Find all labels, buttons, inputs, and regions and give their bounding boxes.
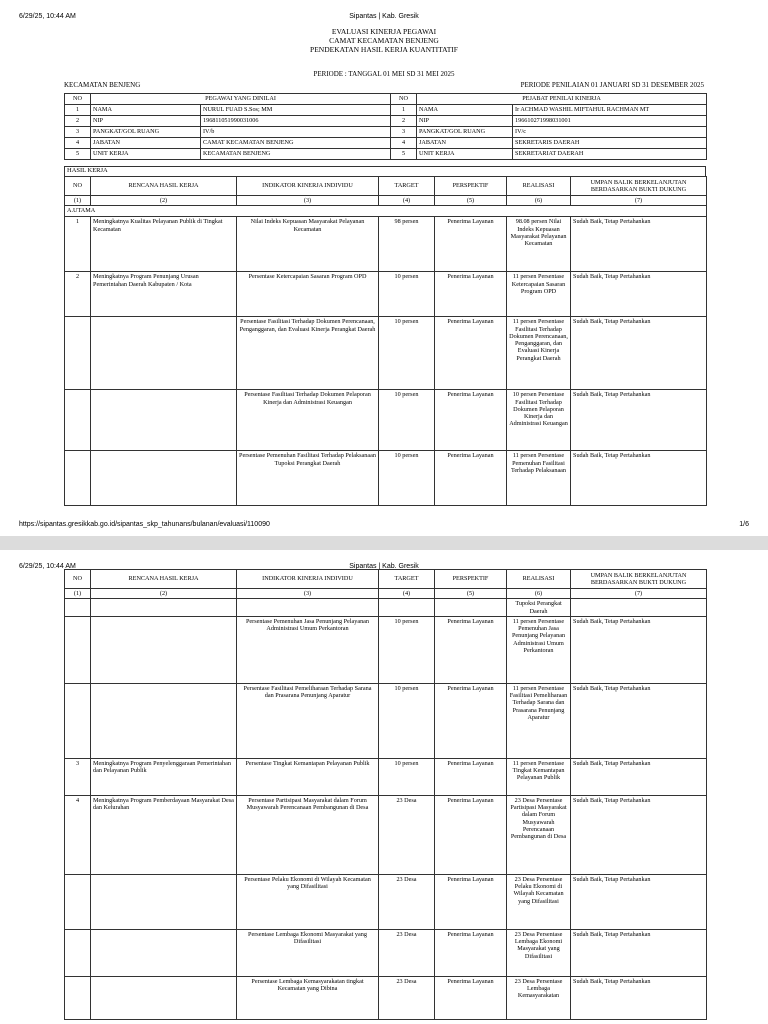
cell-rencana [91,683,237,758]
col-num: (2) [91,196,237,206]
page-1-table-clip [64,176,714,516]
cell-umpan-balik: Sudah Baik, Tetap Pertahankan [571,758,707,795]
cell-perspektif: Penerima Layanan [435,390,507,451]
cell-target: 10 persen [379,616,435,683]
cell-umpan-balik: Sudah Baik, Tetap Pertahankan [571,795,707,874]
cell-indikator: Persentase Fasilitasi Pemeliharaan Terhadap Sarana dan Prasarana Penunjang Aparatur [237,683,379,758]
cell-perspektif: Penerima Layanan [435,795,507,874]
section-row [65,206,707,217]
document-title [0,27,768,54]
cell-realisasi: 11 persen Persentase Fasilitasi Terhadap Dokumen Perencanaan, Penganggaran, dan Evaluasi Kinerja Perangkat Daerah [507,317,571,390]
cell-rencana [91,874,237,929]
info-label: UNIT KERJA [417,149,513,160]
info-pegawai-value: NURUL FUAD S.Sos; MM [201,105,391,116]
cell-target: 23 Desa [379,874,435,929]
kinerja-table-page-1 [64,176,707,506]
cell-no [65,599,91,617]
info-label: NAMA [417,105,513,116]
cell-indikator: Persentase Fasilitasi Terhadap Dokumen Perencanaan, Penganggaran, dan Evaluasi Kinerja Perangkat Daerah [237,317,379,390]
continuation-row [65,599,707,617]
cell-target: 23 Desa [379,976,435,1019]
cell-perspektif: Penerima Layanan [435,874,507,929]
col-umpan-balik: UMPAN BALIK BERKELANJUTAN BERDASARKAN BUKTI DUKUNG [571,570,707,589]
cell-no [65,390,91,451]
cell-realisasi: 10 persen Persentase Fasilitasi Terhadap Dokumen Pelaporan Kinerja dan Administrasi Keuangan [507,390,571,451]
info-no: 2 [391,116,417,127]
cell-indikator [237,599,379,617]
cell-no [65,683,91,758]
cell-indikator: Persentase Pelaku Ekonomi di Wilayah Kecamatan yang Difasilitasi [237,874,379,929]
cell-no [65,976,91,1019]
col-num: (5) [435,589,507,599]
info-pegawai-value: KECAMATAN BENJENG [201,149,391,160]
pejabat-header: PEJABAT PENILAI KINERJA [417,94,707,105]
info-label: NIP [417,116,513,127]
cell-no: 1 [65,217,91,272]
info-pejabat-value: SEKRETARIS DAERAH [513,138,707,149]
cell-realisasi: 11 persen Persentase Pemenuhan Fasilitasi Terhadap Pelaksanaan [507,451,571,506]
table-row [65,795,707,874]
site-title: Sipantas | Kab. Gresik [349,563,419,570]
cell-rencana: Meningkatnya Program Penyelenggaraan Pemerintahan dan Pelayanan Publik [91,758,237,795]
cell-no [65,929,91,976]
info-rows [65,105,707,160]
employee-info-table [64,93,707,160]
cell-realisasi: 11 persen Persentase Fasilitasi Pemeliharaan Terhadap Sarana dan Prasarana Penunjang Aparatur [507,683,571,758]
col-num: (7) [571,196,707,206]
col-rencana: RENCANA HASIL KERJA [91,570,237,589]
info-no: 5 [391,149,417,160]
col-umpan-balik: UMPAN BALIK BERKELANJUTAN BERDASARKAN BUKTI DUKUNG [571,177,707,196]
info-label: PANGKAT/GOL RUANG [417,127,513,138]
col-no: NO [65,570,91,589]
cell-no: 2 [65,272,91,317]
info-header-no: NO [65,94,91,105]
cell-umpan-balik: Sudah Baik, Tetap Pertahankan [571,976,707,1019]
col-num: (6) [507,589,571,599]
page-2-table-clip [64,569,714,1024]
info-no: 1 [65,105,91,116]
cell-indikator: Nilai Indeks Kepuasan Masyarakat Pelayanan Kecamatan [237,217,379,272]
table-row [65,874,707,929]
cell-no [65,616,91,683]
col-num: (5) [435,196,507,206]
kinerja-table-page-2 [64,569,707,1020]
title-line-1: EVALUASI KINERJA PEGAWAI [331,27,437,36]
info-label: JABATAN [91,138,201,149]
table-row [65,317,707,390]
info-label: NAMA [91,105,201,116]
title-line-2: CAMAT KECAMATAN BENJENG [329,36,439,45]
table-header-row [65,570,707,589]
col-indikator: INDIKATOR KINERJA INDIVIDU [237,177,379,196]
cell-target: 10 persen [379,758,435,795]
info-pejabat-value: 196610271998031001 [513,116,707,127]
info-no: 2 [65,116,91,127]
print-timestamp: 6/29/25, 10:44 AM [19,563,76,570]
info-no: 4 [65,138,91,149]
cell-indikator: Persentase Ketercapaian Sasaran Program OPD [237,272,379,317]
cell-realisasi: 23 Desa Persentase Lembaga Ekonomi Masyarakat yang Difasilitasi [507,929,571,976]
table-row [65,390,707,451]
cell-indikator: Persentase Partisipasi Masyarakat dalam Forum Musyawarah Perencanaan Pembangunan di Desa [237,795,379,874]
cell-perspektif: Penerima Layanan [435,317,507,390]
cell-umpan-balik: Sudah Baik, Tetap Pertahankan [571,874,707,929]
col-no: NO [65,177,91,196]
cell-rencana [91,976,237,1019]
pegawai-header: PEGAWAI YANG DINILAI [91,94,391,105]
hasil-kerja-label: HASIL KERJA [64,166,706,176]
cell-realisasi: 11 persen Persentase Pemenuhan Jasa Penunjang Pelayanan Administrasi Umum Perkantoran [507,616,571,683]
col-num: (3) [237,589,379,599]
info-row [65,127,707,138]
cell-indikator: Persentase Fasilitasi Terhadap Dokumen Pelaporan Kinerja dan Administrasi Keuangan [237,390,379,451]
info-no: 3 [65,127,91,138]
periode-penilaian-label: PERIODE PENILAIAN 01 JANUARI SD 31 DESEMBER 2025 [520,81,704,89]
info-pejabat-value: SEKRETARIAT DAERAH [513,149,707,160]
info-no: 4 [391,138,417,149]
info-no: 5 [65,149,91,160]
cell-target: 10 persen [379,272,435,317]
cell-realisasi: 98.08 persen Nilai Indeks Kepuasan Masyarakat Pelayanan Kecamatan [507,217,571,272]
page-url: https://sipantas.gresikkab.go.id/sipantas_skp_tahunans/bulanan/evaluasi/110090 [19,521,270,528]
col-num: (2) [91,589,237,599]
print-footer [19,521,749,531]
cell-no [65,874,91,929]
kecamatan-label: KECAMATAN BENJENG [64,81,141,89]
info-pejabat-value: Ir ACHMAD WASHIL MIFTAHUL RACHMAN MT [513,105,707,116]
cell-rencana: Meningkatnya Program Penunjang Urusan Pemerintahan Daerah Kabupaten / Kota [91,272,237,317]
table-row [65,217,707,272]
cell-perspektif: Penerima Layanan [435,929,507,976]
cell-rencana: Meningkatnya Program Pemberdayaan Masyarakat Desa dan Kelurahan [91,795,237,874]
info-pejabat-value: IV/c [513,127,707,138]
col-num: (3) [237,196,379,206]
page-2-rows [65,616,707,1019]
table-row [65,758,707,795]
periode-text: PERIODE : TANGGAL 01 MEI SD 31 MEI 2025 [313,70,455,78]
cell-umpan-balik: Sudah Baik, Tetap Pertahankan [571,616,707,683]
info-row [65,138,707,149]
cell-target: 10 persen [379,317,435,390]
cell-rencana [91,616,237,683]
cell-target: 23 Desa [379,795,435,874]
cell-target: 10 persen [379,451,435,506]
col-perspektif: PERSPEKTIF [435,177,507,196]
cell-umpan-balik: Sudah Baik, Tetap Pertahankan [571,390,707,451]
info-pegawai-value: CAMAT KECAMATAN BENJENG [201,138,391,149]
info-pegawai-value: 196811051990031006 [201,116,391,127]
cell-umpan-balik: Sudah Baik, Tetap Pertahankan [571,929,707,976]
col-num: (6) [507,196,571,206]
cell-indikator: Persentase Lembaga Kemasyarakatan tingkat Kecamatan yang Dibina [237,976,379,1019]
site-title: Sipantas | Kab. Gresik [349,13,419,20]
col-num: (1) [65,589,91,599]
cell-umpan-balik: Sudah Baik, Tetap Pertahankan [571,683,707,758]
cell-perspektif: Penerima Layanan [435,616,507,683]
section-utama: A.UTAMA [65,206,707,217]
info-label: PANGKAT/GOL RUANG [91,127,201,138]
cell-indikator: Persentase Pemenuhan Fasilitasi Terhadap Pelaksanaan Tupoksi Perangkat Daerah [237,451,379,506]
cell-target: 98 persen [379,217,435,272]
cell-target: 10 persen [379,683,435,758]
cell-realisasi-continued: Tupoksi Perangkat Daerah [507,599,571,617]
cell-target: 23 Desa [379,929,435,976]
info-label: JABATAN [417,138,513,149]
info-label: NIP [91,116,201,127]
cell-indikator: Persentase Lembaga Ekonomi Masyarakat yang Difasilitasi [237,929,379,976]
cell-realisasi: 23 Desa Persentase Lembaga Kemasyarakatan [507,976,571,1019]
cell-target [379,599,435,617]
cell-indikator: Persentase Pemenuhan Jasa Penunjang Pelayanan Administrasi Umum Perkantoran [237,616,379,683]
cell-realisasi: 11 persen Persentase Ketercapaian Sasaran Program OPD [507,272,571,317]
cell-rencana [91,317,237,390]
cell-rencana [91,390,237,451]
cell-rencana [91,451,237,506]
cell-no: 3 [65,758,91,795]
col-num: (4) [379,589,435,599]
cell-perspektif: Penerima Layanan [435,683,507,758]
info-label: UNIT KERJA [91,149,201,160]
cell-rencana [91,929,237,976]
info-header-no-2: NO [391,94,417,105]
cell-perspektif: Penerima Layanan [435,976,507,1019]
cell-perspektif: Penerima Layanan [435,217,507,272]
info-row [65,105,707,116]
col-num: (1) [65,196,91,206]
info-row [65,149,707,160]
info-no: 1 [391,105,417,116]
cell-indikator: Persentase Tingkat Kemantapan Pelayanan Publik [237,758,379,795]
table-header-row [65,177,707,196]
col-realisasi: REALISASI [507,177,571,196]
table-row [65,616,707,683]
col-perspektif: PERSPEKTIF [435,570,507,589]
title-line-3: PENDEKATAN HASIL KERJA KUANTITATIF [310,45,458,54]
cell-umpan-balik: Sudah Baik, Tetap Pertahankan [571,217,707,272]
table-row [65,683,707,758]
cell-umpan [571,599,707,617]
cell-umpan-balik: Sudah Baik, Tetap Pertahankan [571,317,707,390]
cell-realisasi: 11 persen Persentase Tingkat Kemantapan Pelayanan Publik [507,758,571,795]
cell-rencana [91,599,237,617]
cell-perspektif [435,599,507,617]
cell-umpan-balik: Sudah Baik, Tetap Pertahankan [571,451,707,506]
cell-realisasi: 23 Desa Persentase Pelaku Ekonomi di Wilayah Kecamatan yang Difasilitasi [507,874,571,929]
cell-realisasi: 23 Desa Persentase Partisipasi Masyarakat dalam Forum Musyawarah Perencanaan Pembangunan di Desa [507,795,571,874]
table-row [65,272,707,317]
cell-umpan-balik: Sudah Baik, Tetap Pertahankan [571,272,707,317]
cell-perspektif: Penerima Layanan [435,272,507,317]
cell-rencana: Meningkatnya Kualitas Pelayanan Publik di Tingkat Kecamatan [91,217,237,272]
column-number-row [65,196,707,206]
cell-no: 4 [65,795,91,874]
cell-no [65,451,91,506]
table-row [65,929,707,976]
col-target: TARGET [379,570,435,589]
page-number: 1/6 [739,521,749,528]
col-num: (4) [379,196,435,206]
info-no: 3 [391,127,417,138]
print-timestamp: 6/29/25, 10:44 AM [19,13,76,20]
cell-perspektif: Penerima Layanan [435,758,507,795]
print-header [19,13,749,23]
cell-no [65,317,91,390]
info-row [65,116,707,127]
page-1-rows [65,217,707,506]
cell-perspektif: Penerima Layanan [435,451,507,506]
cell-target: 10 persen [379,390,435,451]
col-rencana: RENCANA HASIL KERJA [91,177,237,196]
column-number-row [65,589,707,599]
col-target: TARGET [379,177,435,196]
table-row [65,976,707,1019]
col-indikator: INDIKATOR KINERJA INDIVIDU [237,570,379,589]
col-num: (7) [571,589,707,599]
col-realisasi: REALISASI [507,570,571,589]
info-pegawai-value: IV/b [201,127,391,138]
table-row [65,451,707,506]
